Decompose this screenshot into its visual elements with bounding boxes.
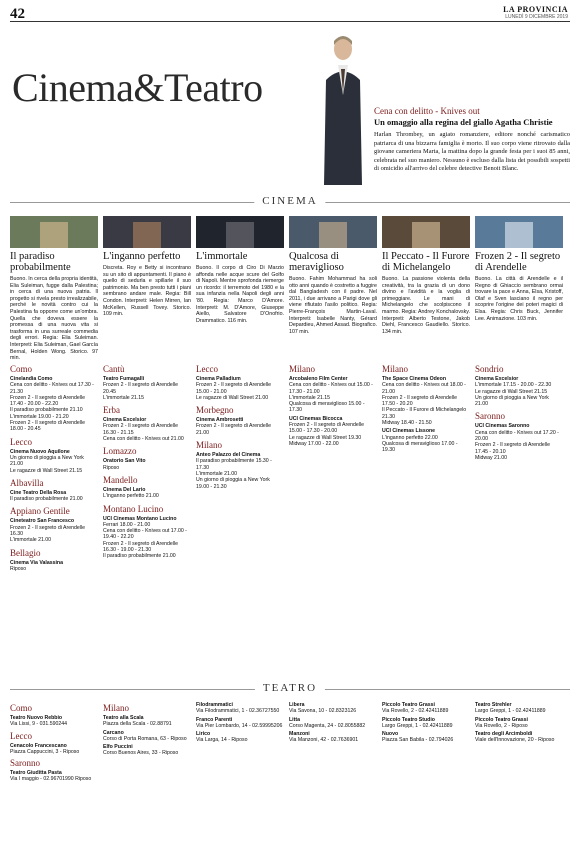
movie-still-image	[382, 216, 470, 248]
showtime-entry: Cena con delitto - Knives out 21.00	[103, 436, 184, 443]
theatre-name: Lirico	[196, 731, 211, 738]
feature-article	[374, 106, 570, 174]
movie-title: Il paradiso probabilmente	[10, 251, 71, 273]
theatre-name: Piccolo Teatro Grassi	[382, 702, 435, 708]
cinema-name: Cinema Excelsior	[103, 417, 147, 424]
theatre-info: Via Rovello, 2 - 02.42411889	[382, 708, 449, 715]
showtime-entry: Il Peccato - Il Furore di Michelangelo 21.30	[382, 407, 467, 420]
theatre-info: Corso Magenta, 24 - 02.8055882	[289, 722, 366, 729]
showtimes-column	[289, 360, 377, 678]
theatre-info: Corso di Porta Romana, 63 - Riposo	[103, 735, 187, 742]
city-heading: Milano	[103, 703, 129, 713]
showtime-entry: L'immortale 21.00	[10, 537, 52, 544]
showtime-entry: L'immortale 19.00 - 21.20	[10, 413, 69, 420]
movie-title: L'inganno perfetto	[103, 251, 181, 262]
movie-still-image	[475, 216, 563, 248]
showtime-entry: Frozen 2 - Il segreto di Arendelle 17.50 - 20.20	[382, 394, 457, 408]
showtime-entry: Le ragazze di Wall Street 21.15	[10, 467, 83, 474]
theatre-info: Via Lissi, 9 - 031.590244	[10, 721, 68, 728]
showtime-entry: Le ragazze di Wall Street 21.15	[475, 388, 548, 395]
showtimes-column	[382, 360, 470, 678]
showtime-entry: Cena con delitto - Knives out 15.00 - 17.30 - 21.00	[289, 382, 373, 395]
theatre-name: Manzoni	[289, 731, 310, 738]
theatre-info: Viale dell'Innovazione, 20 - Riposo	[475, 737, 555, 744]
theatre-column	[103, 700, 191, 840]
theatre-info: Via Pier Lombardo, 14 - 02.59995206	[196, 722, 283, 729]
showtime-entry: Il paradiso probabilmente 21.00	[103, 553, 176, 560]
city-heading: Cantù	[103, 364, 125, 374]
showtime-entry: Il paradiso probabilmente 21.00	[10, 496, 83, 503]
showtimes-column	[103, 360, 191, 678]
movie-review-text: Discreta. Roy e Betty si incontrano su un sito di appuntamenti. Il piano è quello di sedurla e spillarle il suo patrimonio. Ma ben presto tutti i piani sembrano andare male. Regia: Bill Condon. Interpreti: Helen Mirren, Ian McKellen, Russell Tovey. Storico. 109 min.	[103, 265, 191, 318]
theatre-info: Piazza Cappuccini, 3 - Riposo	[10, 748, 80, 755]
cinema-name: Cinema Ambrosetti	[196, 417, 244, 424]
city-heading: Lecco	[10, 436, 32, 447]
theatre-info: Via I maggio - 02.96701990 Riposo	[10, 776, 92, 783]
theatre-name: Carcano	[103, 729, 124, 736]
movie-still-image	[103, 216, 191, 248]
theatre-info: Via Rovello, 2 - Riposo	[475, 722, 528, 729]
section-title: Cinema&Teatro	[12, 65, 263, 110]
cinema-name: Arcobaleno Film Center	[289, 376, 348, 382]
cinema-label: CINEMA	[254, 195, 325, 207]
movie-title: Qualcosa di meraviglioso	[289, 251, 344, 273]
showtime-entry: Cena con delitto - Knives out 17.00 - 19.40 - 22.20	[103, 528, 187, 541]
city-heading: Milano	[382, 364, 408, 374]
movie-title: Il Peccato - Il Furore di Michelangelo	[382, 251, 470, 273]
city-heading: Albavilla	[10, 477, 44, 488]
showtimes-column	[10, 360, 98, 678]
showtime-entry: Cena con delitto - Knives out 18.00 - 21.00	[382, 382, 466, 395]
theatre-name: Franco Parenti	[196, 716, 233, 723]
theatre-info: Piazza San Babila - 02.794026	[382, 737, 454, 744]
theatre-name: Teatro Giuditta Pasta	[10, 770, 62, 777]
showtime-entry: Frozen 2 - Il segreto di Arendelle 15.00 - 21.00	[196, 382, 271, 395]
theatre-info: Via Manzoni, 42 - 02.7636901	[289, 737, 359, 744]
masthead	[503, 5, 568, 20]
cinema-name: Anteo Palazzo del Cinema	[196, 452, 261, 459]
showtime-entry: Cena con delitto - Knives out 17.20 - 20.00	[475, 429, 559, 443]
movie-title: Frozen 2 - Il segreto di Arendelle	[475, 251, 561, 273]
cinema-name: Cinema Del Lario	[103, 486, 146, 493]
city-heading: Morbegno	[196, 405, 234, 416]
theatre-name: Teatro Nuovo Rebbio	[10, 715, 63, 721]
showtime-entry: L'immortale 21.15	[289, 394, 331, 401]
theatre-info: Via Filodrammatici, 1 - 02.36727550	[196, 708, 280, 715]
cinema-name: Oratorio San Vito	[103, 458, 146, 465]
theatre-info: Via Savona, 10 - 02.8323126	[289, 708, 357, 715]
movie-review-text: Buono. La città di Arendelle e il Regno di Ghiaccio sembrano ormai trovare la pace e Anna, Elsa, Kristoff, Olaf e Sven lasciano il regno per scoprire l'origine dei poteri magici di Elsa. Regia: Chris Buck, Jennifer Lee. Animazione. 103 min.	[475, 276, 563, 322]
city-heading: Milano	[289, 364, 315, 374]
movie-review-text: Buono. La passione violenta della creatività, tra la grazia di un dono divino e l'avidità e la voglia di primeggiare. Le mani di Michelangelo che scolpiscono il marmo. Regia: Andrey Konchalovsky. Interpreti: Alberto Testone, Jakob Diehl, Francesco Gaudiello. Storico. 134 min.	[382, 276, 470, 335]
cinema-name: Cinema Nuovo Aquilone	[10, 448, 70, 455]
movie-review-text: Buono. Il corpo di Ciro Di Marzio affonda nelle acque scure del Golfo di Napoli. Mentre sprofonda riemerge un ricordo: il terremoto del 1980 e la sua infanzia nella Napoli degli anni '80. Regia: Marco D'Amore. Interpreti: M. D'Amore, Giuseppe Aiello, Salvatore D'Onofrio. Drammatico. 116 min.	[196, 265, 284, 324]
showtime-entry: L'immortale 21.00	[196, 470, 238, 477]
showtime-entry: Il paradiso probabilmente 21.10	[10, 407, 83, 414]
cinema-name: UCI Cinemas Bicocca	[289, 415, 343, 422]
city-heading: Saronno	[10, 758, 40, 769]
city-heading: Lecco	[10, 730, 32, 741]
showtime-entry: Frozen 2 - Il segreto di Arendelle 21.00	[196, 423, 271, 436]
page-number: 42	[10, 6, 25, 22]
theatre-column	[382, 700, 470, 840]
showtime-entry: Frozen 2 - Il segreto di Arendelle 16.30 - 21.15	[103, 423, 178, 436]
showtime-entry: Un giorno di pioggia a New York 21.00	[475, 394, 549, 408]
publication-name: LA PROVINCIA	[503, 5, 568, 14]
theatre-name: Elfo Puccini	[103, 744, 133, 751]
showtime-entry: Frozen 2 - Il segreto di Arendelle 16.30	[10, 524, 85, 538]
cinema-name: UCI Cinemas Lissone	[382, 428, 436, 435]
theatre-info: Piazza della Scala - 02.88791	[103, 721, 172, 728]
showtime-entry: Frozen 2 - Il segreto di Arendelle 17.40 - 20.00 - 22.20	[10, 394, 85, 408]
theatre-name: Cenacolo Francescano	[10, 742, 67, 749]
city-heading: Mandello	[103, 474, 138, 485]
cinema-name: Cineteatro San Francesco	[10, 518, 75, 525]
feature-kicker: Cena con delitto - Knives out	[374, 106, 480, 116]
showtime-entry: Frozen 2 - Il segreto di Arendelle 16.30 - 19.00 - 21.30	[103, 540, 178, 554]
movie-review-text: Buono. In cerca della propria identità, Elia Suleiman, fugge dalla Palestina; in cerca di una nuova patria. Il progetto si rivela presto irrealizzabile, perché le novità contro cui la Palestina fa opporre come un'ombra. Quella che doveva essere la promessa di una nuova vita si trasforma in una surreale commedia degli errori. Regia: Elia Suleiman. Interpreti: Elia Suleiman, Gael García Bernal, Holden Wong. Storico. 97 min.	[10, 276, 98, 362]
teatro-section-header	[10, 682, 570, 697]
city-heading: Lomazzo	[103, 446, 137, 457]
theatre-name: Filodrammatici	[196, 702, 233, 708]
feature-headline: Un omaggio alla regina del giallo Agatha Christie	[374, 117, 553, 127]
showtime-entry: Cena con delitto - Knives out 17.30 - 21.30	[10, 382, 94, 395]
theatre-name: Teatro Strehler	[475, 702, 512, 708]
theatre-info: Largo Greppi, 1 - 02.42411889	[475, 708, 546, 715]
feature-photo	[318, 25, 368, 185]
cinema-name: Cine Teatro Della Rosa	[10, 489, 67, 496]
showtime-entry: L'immortale 21.15	[103, 394, 145, 401]
cinema-name: The Space Cinema Odeon	[382, 376, 446, 382]
showtimes-column	[475, 360, 563, 678]
movie-title: L'immortale	[196, 251, 248, 262]
showtime-entry: Midway 17.00 - 22.00	[289, 440, 339, 447]
theatre-column	[10, 700, 98, 840]
theatre-info: Via Larga, 14 - Riposo	[196, 737, 248, 744]
showtime-entry: Qualcosa di meraviglioso 15.00 - 17.30	[289, 401, 365, 414]
theatre-column	[475, 700, 563, 840]
city-heading: Saronno	[475, 411, 505, 422]
showtime-entry: Le ragazze di Wall Street 19.30	[289, 434, 362, 441]
showtime-entry: Frozen 2 - Il segreto di Arendelle 15.00 - 17.30 - 20.00	[289, 422, 364, 435]
cinema-section-header	[10, 195, 570, 210]
showtime-entry: Il paradiso probabilmente 15.30 - 17.30	[196, 458, 272, 471]
cinema-name: Teatro Fumagalli	[103, 376, 145, 382]
showtime-entry: Un giorno di pioggia a New York 21.00	[10, 454, 84, 468]
feature-body: Harlan Thrombey, un agiato romanziere, editore nonché carismatico patriarca di una bizzarra famiglia è morto. Il suo corpo viene ritrovato dalla giovane cameriera Marta, la mattina dopo la grande festa per i suoi 85 anni, celebrata nel suo maniero. Nessuno è escluso dalla lista dei possibili sospetti di omicidio all'arrivo del celebre detective Benoit Blanc.	[374, 131, 570, 173]
theatre-column	[289, 700, 377, 840]
city-heading: Lecco	[196, 364, 218, 374]
cinema-name: Cinelandia Como	[10, 376, 53, 382]
top-rule	[10, 21, 570, 22]
theatre-info: Largo Greppi, 1 - 02.42411889	[382, 722, 453, 729]
showtime-entry: Riposo	[10, 565, 27, 572]
theatre-info: Corso Buenos Aires, 33 - Riposo	[103, 750, 179, 757]
showtime-entry: Midway 18.40 - 21.50	[382, 420, 432, 427]
showtime-entry: Le ragazze di Wall Street 21.00	[196, 394, 269, 401]
theatre-name: Litta	[289, 716, 300, 723]
city-heading: Sondrio	[475, 364, 504, 374]
movie-still-image	[10, 216, 98, 248]
theatre-name: Libera	[289, 702, 305, 708]
theatre-name: Piccolo Teatro Grassi	[475, 716, 528, 723]
showtime-entry: Frozen 2 - Il segreto di Arendelle 20.45	[103, 382, 178, 395]
movie-still-image	[196, 216, 284, 248]
showtime-entry: L'inganno perfetto 22.00	[382, 434, 438, 441]
cinema-name: Cinema Via Valassina	[10, 559, 63, 566]
cinema-name: Cinema Palladium	[196, 376, 241, 382]
showtime-entry: L'inganno perfetto 21.00	[103, 493, 159, 500]
showtime-entry: Ferrari 18.00 - 21.00	[103, 521, 151, 528]
showtime-entry: Frozen 2 - Il segreto di Arendelle 18.00 - 20.45	[10, 420, 85, 433]
movie-still-image	[289, 216, 377, 248]
showtime-entry: Frozen 2 - Il segreto di Arendelle 17.45 - 20.10	[475, 442, 550, 455]
cinema-name: Cinema Excelsior	[475, 376, 519, 382]
showtime-entry: Qualcosa di meraviglioso 17.00 - 19.30	[382, 440, 458, 454]
teatro-label: TEATRO	[255, 682, 325, 694]
showtime-entry: Riposo	[103, 464, 120, 471]
theatre-column	[196, 700, 284, 840]
city-heading: Milano	[196, 440, 222, 451]
showtime-entry: L'immortale 17.15 - 20.00 - 22.30	[475, 382, 552, 389]
cinema-name: UCI Cinemas Montano Lucino	[103, 515, 177, 522]
theatre-name: Piccolo Teatro Studio	[382, 716, 435, 723]
theatre-name: Nuovo	[382, 731, 399, 738]
theatre-name: Teatro degli Arcimboldi	[475, 731, 533, 738]
cinema-name: UCI Cinemas Saronno	[475, 423, 530, 430]
city-heading: Montano Lucino	[103, 503, 164, 514]
city-heading: Erba	[103, 405, 120, 416]
city-heading: Como	[10, 364, 33, 374]
movie-review-text: Buono. Fahim Mohammad ha soli otto anni quando è costretto a fuggire dal Bangladesh con il padre. Nel 2011, i due arrivano a Parigi dove gli viene rifiutato l'asilo politico. Regia: Pierre-François Martin-Laval. Interpreti: Isabelle Nanty, Gérard Depardieu, Ahmed Assad. Biografico. 107 min.	[289, 276, 377, 335]
publication-date: LUNEDÌ 9 DICEMBRE 2019	[505, 14, 568, 20]
city-heading: Bellagio	[10, 547, 41, 558]
city-heading: Como	[10, 703, 33, 713]
city-heading: Appiano Gentile	[10, 506, 70, 517]
theatre-name: Teatro alla Scala	[103, 715, 144, 721]
showtime-entry: Midway 21.00	[475, 454, 508, 461]
showtimes-column	[196, 360, 284, 678]
showtime-entry: Un giorno di pioggia a New York 19.00 - 21.30	[196, 477, 270, 490]
